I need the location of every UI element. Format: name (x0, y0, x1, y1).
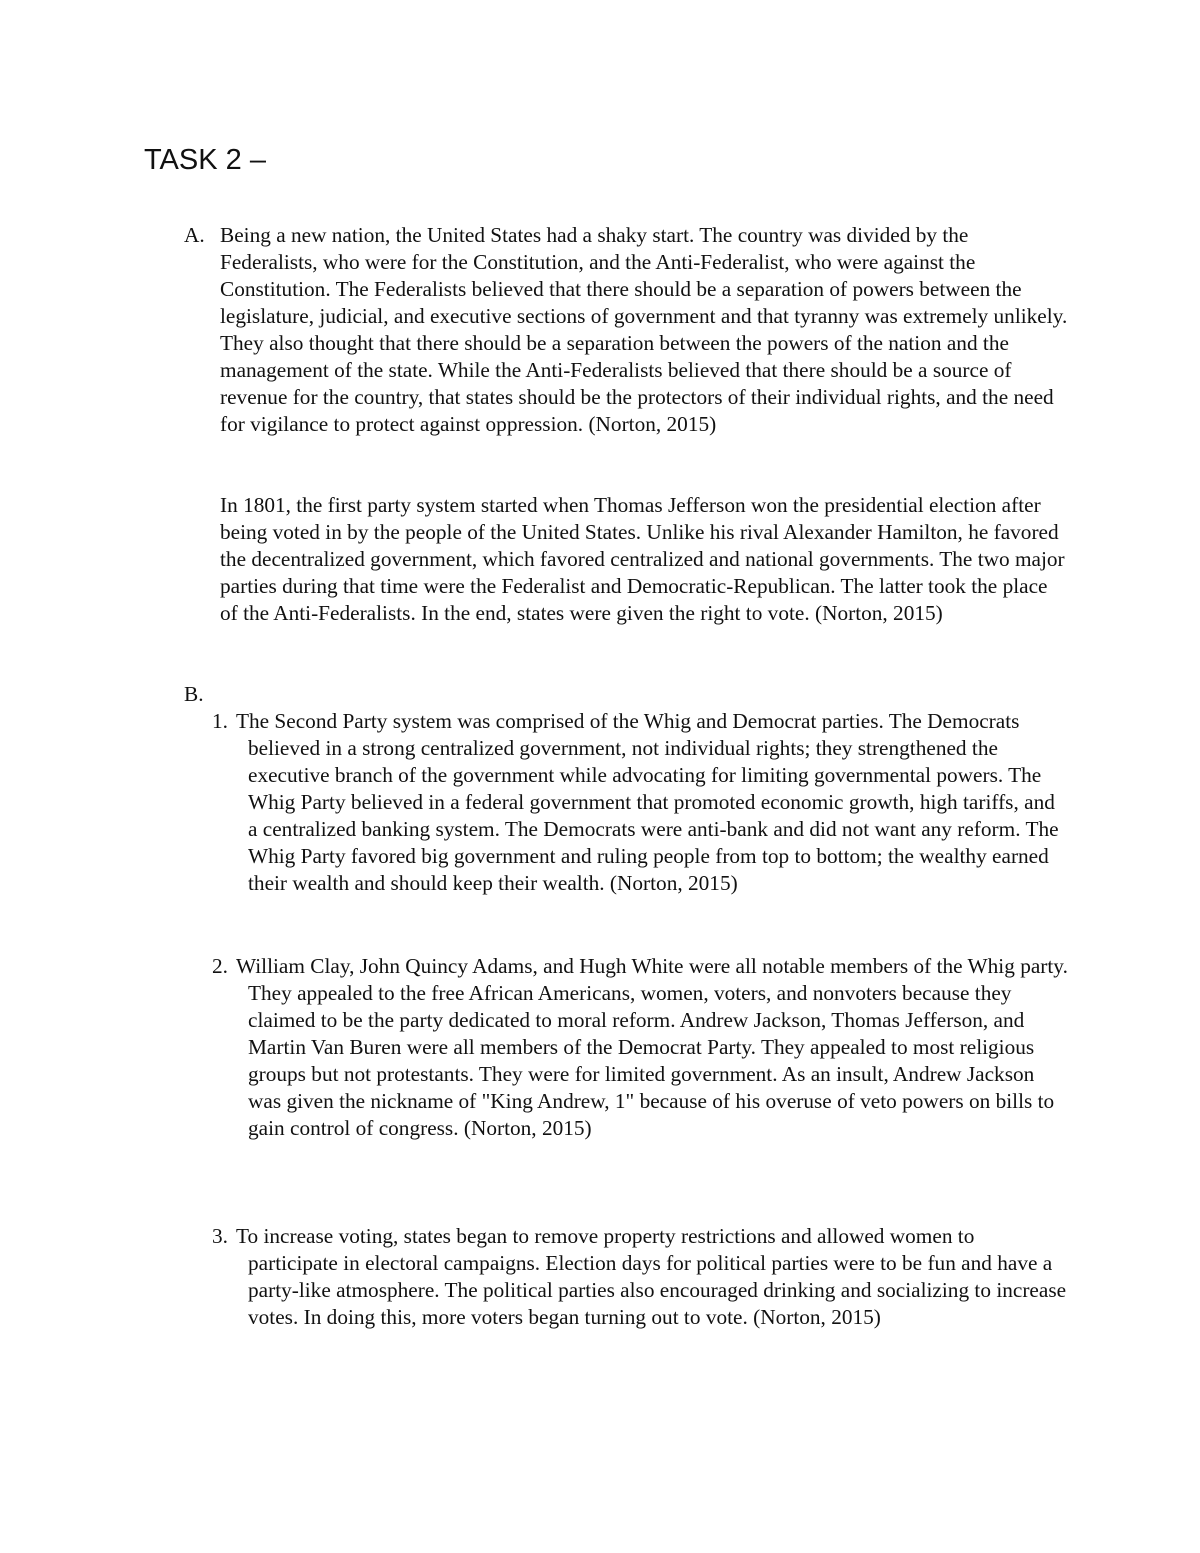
list-item-number: 3. (212, 1224, 228, 1248)
list-item-number: 2. (212, 954, 228, 978)
page-title: TASK 2 – (144, 144, 266, 176)
list-item-text: The Second Party system was comprised of the Whig and Democrat parties. The Democrats believed in a strong centralized government, not individual rights; they strengthened the executive branch of the government while advocating for limiting governmental powers. The Whig Party believed in a federal government that promoted economic growth, high tariffs, and a centralized banking system. The Democrats were anti-bank and did not want any reform. The Whig Party favored big government and ruling people from top to bottom; the wealthy earned their wealth and should keep their wealth. (Norton, 2015) (236, 709, 1059, 895)
list-item-text: William Clay, John Quincy Adams, and Hugh White were all notable members of the Whig party. They appealed to the free African Americans, women, voters, and nonvoters because they claimed to be the party dedicated to moral reform. Andrew Jackson, Thomas Jefferson, and Martin Van Buren were all members of the Democrat Party. They appealed to most religious groups but not protestants. They were for limited government. As an insult, Andrew Jackson was given the nickname of "King Andrew, 1" because of his overuse of veto powers on bills to gain control of congress. (Norton, 2015) (236, 954, 1068, 1140)
list-item (212, 1223, 1068, 1331)
section-a-paragraph-1: Being a new nation, the United States had a shaky start. The country was divided by the Federalists, who were for the Constitution, and the Anti-Federalist, who were against the Constitution. The Federalists believed that there should be a separation of powers between the legislature, judicial, and executive sections of government and that tyranny was extremely unlikely. They also thought that there should be a separation between the powers of the nation and the management of the state. While the Anti-Federalists believed that there should be a source of revenue for the country, that states should be the protectors of their individual rights, and the need for vigilance to protect against oppression. (Norton, 2015) (220, 223, 1068, 436)
list-item (212, 708, 1068, 897)
list-item-number: 1. (212, 709, 228, 733)
list-item-text: To increase voting, states began to remove property restrictions and allowed women to participate in electoral campaigns. Election days for political parties were to be fun and have a party-like atmosphere. The political parties also encouraged drinking and socializing to increase votes. In doing this, more voters began turning out to vote. (Norton, 2015) (236, 1224, 1067, 1329)
list-item (212, 953, 1068, 1142)
section-a-paragraph-2: In 1801, the first party system started when Thomas Jefferson won the presidential election after being voted in by the people of the United States. Unlike his rival Alexander Hamilton, he favored the decentralized government, which favored centralized and national governments. The two major parties during that time were the Federalist and Democratic-Republican. The latter took the place of the Anti-Federalists. In the end, states were given the right to vote. (Norton, 2015) (220, 493, 1065, 625)
section-a-marker: A. (184, 223, 205, 247)
section-b-marker: B. (184, 682, 204, 706)
